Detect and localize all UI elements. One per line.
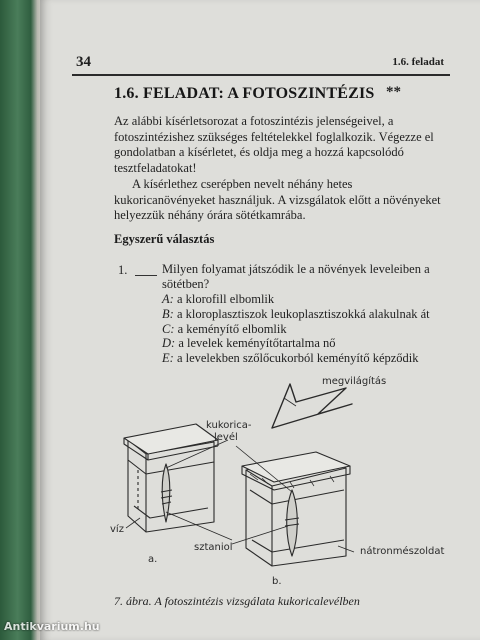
option-letter: D:	[162, 336, 176, 351]
option-text: a levelekben szőlőcukorból keményítő képződik	[176, 351, 419, 366]
page-title: 1.6. FELADAT: A FOTOSZINTÉZIS	[114, 85, 375, 102]
label-water: víz	[110, 524, 124, 535]
figure-caption: 7. ábra. A fotoszintézis vizsgálata kukoricalevélben	[114, 594, 360, 608]
label-leaf-line1: kukorica-	[206, 420, 252, 431]
option-letter: B:	[162, 306, 174, 321]
option-letter: A:	[162, 292, 174, 306]
beaker-a	[124, 424, 218, 532]
beaker-b	[242, 452, 350, 566]
option-text: a kloroplasztiszok leukoplasztiszokká alakulnak át	[176, 306, 430, 321]
label-solution: nátronmészoldat	[360, 546, 445, 557]
label-leaf-line2: levél	[214, 432, 238, 443]
label-a: a.	[148, 554, 158, 565]
label-b: b.	[272, 576, 282, 587]
option-text: a klorofill elbomlik	[176, 292, 275, 306]
label-light: megvilágítás	[322, 376, 387, 387]
light-arrow-icon	[272, 384, 352, 428]
question-number: 1.	[118, 263, 128, 277]
option-text: a levelek keményítőtartalma nő	[178, 336, 336, 351]
option-text: a keményítő elbomlik	[177, 321, 287, 336]
label-foil: sztaniol	[194, 542, 233, 553]
question-text: Milyen folyamat játszódik le a növények leveleiben a sötétben?	[162, 262, 430, 291]
setup-paragraph: A kísérlethez cserépben nevelt néhány hetes kukoricanövényeket használjuk. A vizsgálatok előtt a növényeket helyezzük néhány órára sötétkamrába.	[114, 177, 441, 222]
difficulty-stars: **	[386, 84, 401, 100]
watermark: Antikvarium.hu	[4, 620, 100, 633]
page-number: 34	[76, 54, 91, 70]
option-letter: C:	[162, 321, 175, 336]
option-letter: E:	[162, 351, 174, 366]
section-heading: Egyszerű választás	[114, 232, 215, 246]
running-header: 1.6. feladat	[392, 56, 444, 68]
intro-paragraph: Az alábbi kísérletsorozat a fotoszintézis jelenségeivel, a fotoszintézishez szükséges feltételekkel foglalkozik. Végezze el gondolatban a kísérletet, és oldja meg a hozzá kapcsolódó tesztfeladatokat!	[114, 114, 434, 175]
